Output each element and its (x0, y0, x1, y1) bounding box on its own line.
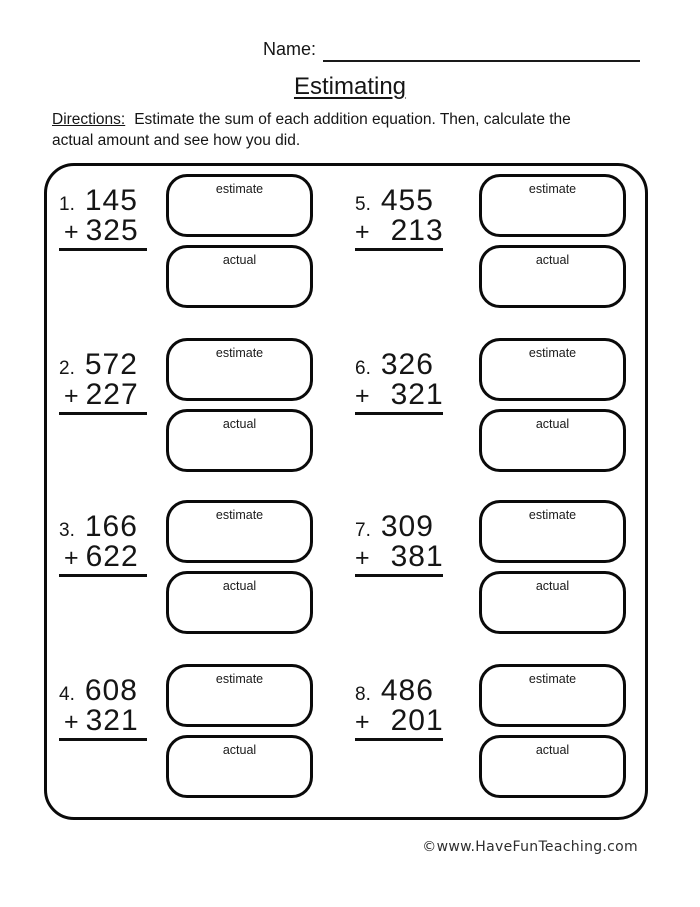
sum-line (355, 248, 443, 251)
addend-1: 166 (84, 510, 138, 543)
actual-box[interactable] (479, 735, 626, 798)
estimate-box[interactable] (166, 174, 313, 237)
answer-boxes (479, 500, 626, 634)
equation-1 (59, 184, 147, 251)
addend-1: 608 (84, 674, 138, 707)
actual-box[interactable] (479, 571, 626, 634)
actual-box[interactable] (166, 735, 313, 798)
copyright-credit: ©www.HaveFunTeaching.com (422, 839, 638, 855)
equation-4 (59, 674, 147, 741)
actual-label: actual (535, 253, 570, 267)
problem-number: 3. (59, 520, 75, 541)
addend-1: 145 (84, 184, 138, 217)
equation-3 (59, 510, 147, 577)
estimate-label: estimate (528, 508, 577, 522)
answer-boxes (166, 664, 313, 798)
name-row (263, 36, 640, 62)
problem-7 (355, 500, 645, 650)
addend-2: 381 (390, 540, 444, 573)
actual-box[interactable] (166, 245, 313, 308)
answer-boxes (479, 338, 626, 472)
problem-number: 7. (355, 520, 371, 541)
problem-number: 8. (355, 684, 371, 705)
actual-label: actual (535, 743, 570, 757)
sum-line (355, 412, 443, 415)
estimate-label: estimate (215, 508, 264, 522)
estimate-label: estimate (528, 346, 577, 360)
actual-box[interactable] (479, 409, 626, 472)
addend-1: 309 (380, 510, 434, 543)
actual-label: actual (222, 579, 257, 593)
actual-box[interactable] (479, 245, 626, 308)
actual-box[interactable] (166, 571, 313, 634)
addend-2: 321 (85, 704, 139, 737)
equation-6 (355, 348, 444, 415)
addend-1: 486 (380, 674, 434, 707)
addend-1: 455 (380, 184, 434, 217)
problem-3 (59, 500, 349, 650)
sum-line (355, 738, 443, 741)
addend-2: 213 (390, 214, 444, 247)
plus-sign: + (64, 382, 79, 410)
directions-label: Directions: (52, 111, 126, 128)
directions-text: Estimate the sum of each addition equation. Then, calculate the (134, 111, 571, 128)
estimate-box[interactable] (166, 500, 313, 563)
estimate-label: estimate (215, 346, 264, 360)
answer-boxes (479, 664, 626, 798)
answer-boxes (166, 338, 313, 472)
problem-2 (59, 338, 349, 488)
sum-line (59, 412, 147, 415)
actual-label: actual (222, 417, 257, 431)
addend-2: 201 (390, 704, 444, 737)
sum-line (59, 248, 147, 251)
worksheet-frame (44, 163, 648, 820)
plus-sign: + (64, 544, 79, 572)
equation-7 (355, 510, 444, 577)
estimate-label: estimate (528, 672, 577, 686)
addend-2: 227 (85, 378, 139, 411)
plus-sign: + (355, 218, 370, 246)
estimate-box[interactable] (479, 174, 626, 237)
estimate-box[interactable] (166, 664, 313, 727)
problem-8 (355, 664, 645, 814)
problem-1 (59, 174, 349, 324)
name-label: Name: (263, 39, 317, 59)
problem-6 (355, 338, 645, 488)
plus-sign: + (355, 708, 370, 736)
directions-line1 (52, 109, 637, 130)
directions-line2: actual amount and see how you did. (52, 132, 301, 149)
plus-sign: + (64, 708, 79, 736)
addend-1: 326 (380, 348, 434, 381)
plus-sign: + (355, 382, 370, 410)
actual-label: actual (222, 743, 257, 757)
problem-number: 2. (59, 358, 75, 379)
problem-number: 5. (355, 194, 371, 215)
answer-boxes (479, 174, 626, 308)
actual-label: actual (222, 253, 257, 267)
addend-1: 572 (84, 348, 138, 381)
estimate-box[interactable] (166, 338, 313, 401)
directions (52, 109, 637, 151)
estimate-label: estimate (215, 182, 264, 196)
answer-boxes (166, 500, 313, 634)
problem-number: 4. (59, 684, 75, 705)
actual-label: actual (535, 417, 570, 431)
addend-2: 321 (390, 378, 444, 411)
page-title: Estimating (293, 73, 407, 100)
answer-boxes (166, 174, 313, 308)
estimate-label: estimate (215, 672, 264, 686)
estimate-box[interactable] (479, 338, 626, 401)
sum-line (59, 738, 147, 741)
estimate-label: estimate (528, 182, 577, 196)
actual-box[interactable] (166, 409, 313, 472)
equation-8 (355, 674, 444, 741)
actual-label: actual (535, 579, 570, 593)
sum-line (355, 574, 443, 577)
equation-5 (355, 184, 444, 251)
name-fill-in-line[interactable] (323, 38, 640, 62)
equation-2 (59, 348, 147, 415)
problem-5 (355, 174, 645, 324)
addend-2: 622 (85, 540, 139, 573)
estimate-box[interactable] (479, 664, 626, 727)
estimate-box[interactable] (479, 500, 626, 563)
problem-number: 6. (355, 358, 371, 379)
plus-sign: + (355, 544, 370, 572)
sum-line (59, 574, 147, 577)
problem-4 (59, 664, 349, 814)
addend-2: 325 (85, 214, 139, 247)
plus-sign: + (64, 218, 79, 246)
problem-number: 1. (59, 194, 75, 215)
